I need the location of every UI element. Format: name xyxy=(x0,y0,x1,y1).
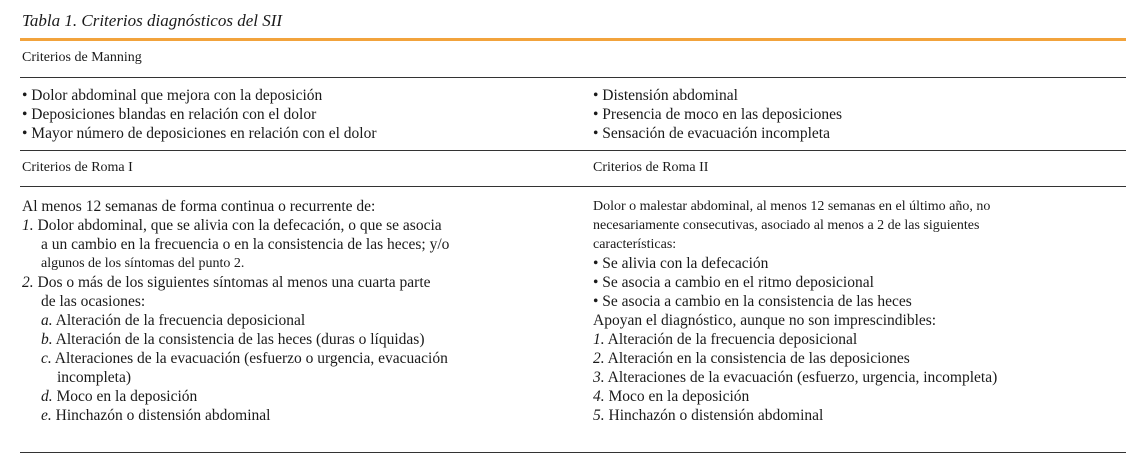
item-number: 3. xyxy=(593,369,605,386)
roma1-subitem xyxy=(22,387,449,406)
item-number: 4. xyxy=(593,388,605,405)
roma1-content xyxy=(22,197,449,425)
roma1-subitem xyxy=(22,406,449,425)
item-number: 5. xyxy=(593,407,605,424)
table-bottom-rule xyxy=(20,452,1126,453)
item-text: Alteraciones de la evacuación (esfuerzo, urgencia, incompleta) xyxy=(604,369,998,386)
manning-label: Criterios de Manning xyxy=(22,50,142,65)
roma1-item-2-cont: de las ocasiones: xyxy=(41,293,146,310)
roma1-subitem xyxy=(22,330,449,349)
roma2-bullet: • Se alivia con la defecación xyxy=(593,255,769,272)
roma2-content xyxy=(593,197,997,425)
roma2-label: Criterios de Roma II xyxy=(593,160,709,175)
list-item: • Presencia de moco en las deposiciones xyxy=(593,106,843,123)
item-number: 1. xyxy=(22,217,34,234)
list-item: • Dolor abdominal que mejora con la deposición xyxy=(22,87,323,104)
item-text: Dos o más de los siguientes síntomas al menos una cuarta parte xyxy=(33,274,431,291)
item-text: Alteración en la consistencia de las deposiciones xyxy=(604,350,910,367)
roma1-item-1 xyxy=(22,216,449,235)
roma2-item xyxy=(593,406,997,425)
item-text: Dolor abdominal, que se alivia con la defecación, o que se asocia xyxy=(33,217,442,234)
item-number: 2. xyxy=(593,350,605,367)
subitem-text: Moco en la deposición xyxy=(52,388,198,405)
rule-after-manning-label xyxy=(20,77,1126,78)
subitem-letter: a. xyxy=(41,312,53,329)
roma2-intro-line: Dolor o malestar abdominal, al menos 12 semanas en el último año, no xyxy=(593,199,991,214)
subitem-text: Alteración de la consistencia de las heces (duras o líquidas) xyxy=(52,331,425,348)
subitem-text: Alteración de la frecuencia deposicional xyxy=(52,312,306,329)
subitem-letter: c. xyxy=(41,350,52,367)
roma2-support-text: Apoyan el diagnóstico, aunque no son imprescindibles: xyxy=(593,312,937,329)
roma2-bullet: • Se asocia a cambio en el ritmo deposicional xyxy=(593,274,874,291)
roma2-bullet: • Se asocia a cambio en la consistencia de las heces xyxy=(593,293,912,310)
rule-after-manning xyxy=(20,150,1126,151)
title-accent-rule xyxy=(20,38,1126,41)
roma2-item xyxy=(593,349,997,368)
roma1-subitem xyxy=(22,311,449,330)
roma2-item xyxy=(593,368,997,387)
rule-after-roma-labels xyxy=(20,186,1126,187)
roma1-intro: Al menos 12 semanas de forma continua o recurrente de: xyxy=(22,198,376,215)
subitem-letter: d. xyxy=(41,388,53,405)
list-item: • Deposiciones blandas en relación con el dolor xyxy=(22,106,317,123)
subitem-letter: b. xyxy=(41,331,53,348)
manning-right-list xyxy=(593,86,842,143)
subitem-text: Alteraciones de la evacuación (esfuerzo o urgencia, evacuación xyxy=(51,350,448,367)
roma2-intro-line: necesariamente consecutivas, asociado al menos a 2 de las siguientes xyxy=(593,218,980,233)
item-number: 1. xyxy=(593,331,605,348)
item-number: 2. xyxy=(22,274,34,291)
item-text: Hinchazón o distensión abdominal xyxy=(604,407,824,424)
manning-left-list xyxy=(22,86,377,143)
roma1-subitem-cont: incompleta) xyxy=(57,369,132,386)
roma2-item xyxy=(593,387,997,406)
roma1-item-2 xyxy=(22,273,449,292)
subitem-letter: e. xyxy=(41,407,52,424)
list-item: • Sensación de evacuación incompleta xyxy=(593,125,830,142)
roma1-label: Criterios de Roma I xyxy=(22,160,133,175)
list-item: • Distensión abdominal xyxy=(593,87,738,104)
list-item: • Mayor número de deposiciones en relación con el dolor xyxy=(22,125,377,142)
subitem-text: Hinchazón o distensión abdominal xyxy=(51,407,271,424)
item-text: Moco en la deposición xyxy=(604,388,750,405)
roma2-item xyxy=(593,330,997,349)
roma1-subitem xyxy=(22,349,449,368)
item-text: Alteración de la frecuencia deposicional xyxy=(604,331,858,348)
roma1-item-1-cont: algunos de los síntomas del punto 2. xyxy=(41,256,245,271)
table-title: Tabla 1. Criterios diagnósticos del SII xyxy=(22,11,283,30)
roma1-item-1-cont: a un cambio en la frecuencia o en la consistencia de las heces; y/o xyxy=(41,236,450,253)
roma2-intro-line: características: xyxy=(593,237,677,252)
